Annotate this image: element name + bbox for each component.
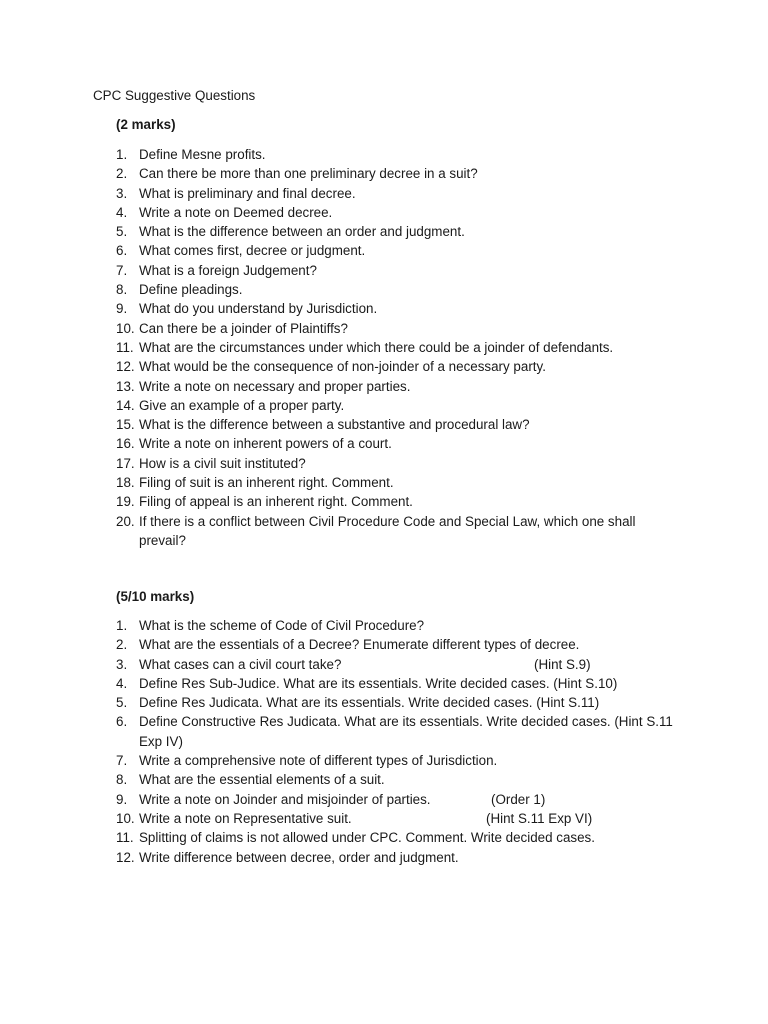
question-number: 5. bbox=[116, 224, 128, 240]
question-item bbox=[116, 674, 676, 693]
question-text: Define Constructive Res Judicata. What are its essentials. Write decided cases. (Hint S.11 Exp IV) bbox=[139, 714, 677, 749]
question-text: What is a foreign Judgement? bbox=[139, 262, 317, 278]
question-text: Define pleadings. bbox=[139, 282, 243, 298]
question-number: 20. bbox=[116, 513, 135, 529]
section-heading-2-marks: (2 marks) bbox=[116, 117, 176, 132]
question-text: Can there be more than one preliminary decree in a suit? bbox=[139, 166, 478, 182]
question-text: Splitting of claims is not allowed under CPC. Comment. Write decided cases. bbox=[139, 830, 595, 846]
question-item bbox=[116, 809, 676, 828]
question-item bbox=[116, 434, 676, 453]
section-heading-5-10-marks: (5/10 marks) bbox=[116, 589, 195, 604]
question-number: 10. bbox=[116, 320, 135, 336]
question-number: 15. bbox=[116, 417, 135, 433]
question-item bbox=[116, 203, 676, 222]
question-item bbox=[116, 751, 676, 770]
question-number: 2. bbox=[116, 637, 128, 653]
question-item bbox=[116, 280, 676, 299]
question-item bbox=[116, 338, 676, 357]
question-item bbox=[116, 512, 676, 551]
question-item bbox=[116, 473, 676, 492]
question-number: 8. bbox=[116, 772, 128, 788]
question-number: 6. bbox=[116, 243, 128, 259]
question-item bbox=[116, 415, 676, 434]
question-number: 5. bbox=[116, 695, 128, 711]
question-item bbox=[116, 299, 676, 318]
question-text: How is a civil suit instituted? bbox=[139, 455, 306, 471]
question-text: What is the difference between a substantive and procedural law? bbox=[139, 417, 530, 433]
question-text: Write a note on Deemed decree. bbox=[139, 204, 333, 220]
question-text: Write a note on inherent powers of a court. bbox=[139, 436, 392, 452]
question-text: What are the circumstances under which there could be a joinder of defendants. bbox=[139, 339, 614, 355]
question-hint: (Order 1) bbox=[491, 791, 546, 807]
question-number: 3. bbox=[116, 185, 128, 201]
question-hint: (Hint S.11 Exp VI) bbox=[486, 810, 593, 826]
question-text: Write a comprehensive note of different types of Jurisdiction. bbox=[139, 753, 498, 769]
question-text: What comes first, decree or judgment. bbox=[139, 243, 366, 259]
question-text: What are the essential elements of a suit. bbox=[139, 772, 385, 788]
question-item bbox=[116, 712, 676, 751]
question-text: Filing of appeal is an inherent right. Comment. bbox=[139, 494, 413, 510]
question-list-2-marks bbox=[116, 145, 676, 550]
question-number: 7. bbox=[116, 753, 128, 769]
question-number: 16. bbox=[116, 436, 135, 452]
question-text: Filing of suit is an inherent right. Comment. bbox=[139, 475, 394, 491]
question-number: 4. bbox=[116, 675, 128, 691]
document-title: CPC Suggestive Questions bbox=[93, 88, 256, 103]
question-text: Define Res Sub-Judice. What are its essentials. Write decided cases. (Hint S.10) bbox=[139, 675, 618, 691]
question-number: 10. bbox=[116, 810, 135, 826]
question-item bbox=[116, 693, 676, 712]
question-number: 12. bbox=[116, 359, 135, 375]
question-number: 4. bbox=[116, 204, 128, 220]
question-item bbox=[116, 222, 676, 241]
question-number: 8. bbox=[116, 282, 128, 298]
question-item bbox=[116, 616, 676, 635]
question-text: Write difference between decree, order and judgment. bbox=[139, 849, 459, 865]
question-text: If there is a conflict between Civil Procedure Code and Special Law, which one shall prevail? bbox=[139, 513, 640, 548]
question-number: 13. bbox=[116, 378, 135, 394]
question-number: 14. bbox=[116, 397, 135, 413]
question-number: 12. bbox=[116, 849, 135, 865]
question-number: 17. bbox=[116, 455, 135, 471]
question-text: Define Res Judicata. What are its essentials. Write decided cases. (Hint S.11) bbox=[139, 695, 600, 711]
question-item bbox=[116, 319, 676, 338]
question-number: 3. bbox=[116, 656, 128, 672]
question-text: Write a note on Joinder and misjoinder of parties. bbox=[139, 791, 431, 807]
question-list-5-10-marks bbox=[116, 616, 676, 867]
question-item bbox=[116, 635, 676, 654]
question-text: What would be the consequence of non-joinder of a necessary party. bbox=[139, 359, 546, 375]
question-item bbox=[116, 770, 676, 789]
question-item bbox=[116, 184, 676, 203]
question-number: 2. bbox=[116, 166, 128, 182]
question-hint: (Hint S.9) bbox=[534, 656, 591, 672]
question-item bbox=[116, 145, 676, 164]
question-text: What is the scheme of Code of Civil Procedure? bbox=[139, 618, 425, 633]
question-number: 18. bbox=[116, 475, 135, 491]
question-item bbox=[116, 261, 676, 280]
question-number: 9. bbox=[116, 301, 128, 317]
question-number: 19. bbox=[116, 494, 135, 510]
question-item bbox=[116, 492, 676, 511]
question-item bbox=[116, 377, 676, 396]
question-item bbox=[116, 164, 676, 183]
question-number: 6. bbox=[116, 714, 128, 730]
question-item bbox=[116, 396, 676, 415]
question-number: 11. bbox=[116, 830, 134, 846]
question-number: 1. bbox=[116, 147, 128, 162]
question-item bbox=[116, 241, 676, 260]
question-text: Define Mesne profits. bbox=[139, 147, 266, 162]
question-item bbox=[116, 655, 676, 674]
question-text: What is the difference between an order and judgment. bbox=[139, 224, 465, 240]
question-text: What are the essentials of a Decree? Enumerate different types of decree. bbox=[139, 637, 580, 653]
question-item bbox=[116, 790, 676, 809]
question-text: Give an example of a proper party. bbox=[139, 397, 345, 413]
question-item bbox=[116, 454, 676, 473]
question-text: What is preliminary and final decree. bbox=[139, 185, 356, 201]
question-number: 1. bbox=[116, 618, 128, 633]
question-item bbox=[116, 828, 676, 847]
question-text: Can there be a joinder of Plaintiffs? bbox=[139, 320, 348, 336]
question-item bbox=[116, 357, 676, 376]
question-text: What cases can a civil court take? bbox=[139, 656, 342, 672]
question-number: 9. bbox=[116, 791, 128, 807]
question-item bbox=[116, 848, 676, 867]
question-text: Write a note on Representative suit. bbox=[139, 810, 352, 826]
question-number: 7. bbox=[116, 262, 128, 278]
question-text: What do you understand by Jurisdiction. bbox=[139, 301, 378, 317]
question-number: 11. bbox=[116, 339, 134, 355]
question-text: Write a note on necessary and proper parties. bbox=[139, 378, 411, 394]
